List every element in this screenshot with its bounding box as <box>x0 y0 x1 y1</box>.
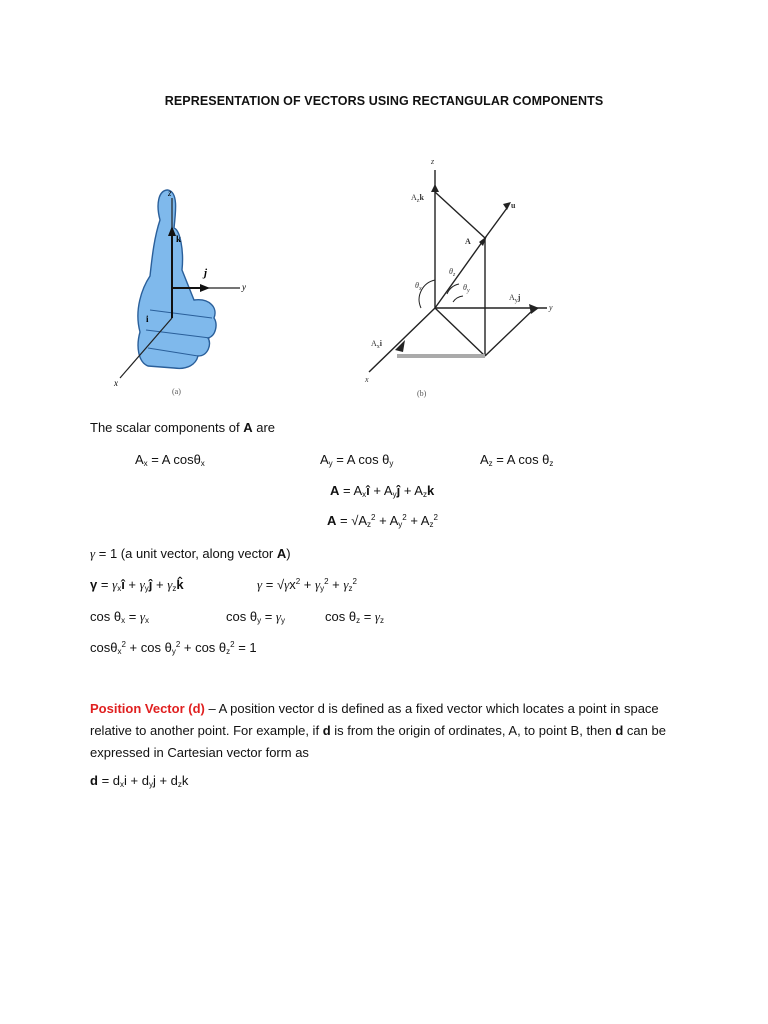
equation-ax: $A_x = A$ cosθ$_x$ <box>135 452 205 468</box>
fig-b-A-label: A <box>465 237 471 246</box>
axis-x-label: x <box>114 378 118 388</box>
fig-b-u-label: u <box>511 201 516 210</box>
equation-cos-sum: $\cos\theta_x^2 + \cos \theta_y^2 + \cos \theta_z^2 = 1$ <box>90 640 257 656</box>
fig-b-axis-y: y <box>549 303 553 312</box>
scalar-intro-text: The scalar components of <box>90 420 240 435</box>
unit-j-label: j <box>204 267 208 279</box>
hand-shape <box>138 190 216 368</box>
equation-cos-y: $\cos \theta_y = \gamma_y$ <box>226 609 286 625</box>
figure-a-caption: (a) <box>172 387 181 396</box>
fig-b-Ayj-label: $A_yj$ <box>509 293 521 304</box>
fig-b-axis-x: x <box>365 375 369 384</box>
fig-b-theta-x: $\theta_x$ <box>415 281 422 292</box>
equation-gamma-vector: $\gamma = \gamma_xî$ + $\gamma_yĵ$ + $\gamma_zk̂$ <box>90 577 184 593</box>
scalar-intro-suffix: are <box>256 420 276 435</box>
fig-b-Azk-label: $A_zk$ <box>411 193 424 204</box>
equation-vector-a: $A = A_xî$ + $A_yĵ + A_zk$ <box>330 483 435 499</box>
right-hand-rule-figure <box>100 150 250 400</box>
equation-gamma-magnitude: $\gamma = √\gamma x^2 + \gamma_y^2 + \gamma_z^2$ <box>257 577 357 593</box>
fig-b-theta-y: $\theta_y$ <box>463 283 470 294</box>
position-vector-heading: Position Vector (d) <box>90 701 205 716</box>
scalar-intro-vector: A <box>243 420 253 435</box>
vector-components-figure <box>355 150 565 400</box>
axis-y-label: y <box>242 282 246 292</box>
equation-cos-z: $\cos \theta_z = \gamma_z$ <box>325 609 385 625</box>
equation-ay: $A_y = A$ $\cos \theta_y$ <box>320 452 394 468</box>
fig-b-axis-z: z <box>431 157 435 166</box>
unit-i-label: i <box>146 314 149 324</box>
fig-b-theta-z: $\theta_z$ <box>449 267 456 278</box>
figure-b-caption: (b) <box>417 389 427 398</box>
equation-az: $A_z = A$ $\cos \theta_z$ <box>480 452 554 468</box>
page-title: REPRESENTATION OF VECTORS USING RECTANGULAR COMPONENTS <box>164 94 604 108</box>
position-vector-paragraph: Position Vector (d) – A position vector d is defined as a fixed vector which locates a point in space relative to another point. For example, if d is from the origin of ordinates, A, to point B, then d can be expressed in Cartesian vector form as <box>90 701 666 760</box>
equation-position-vector: $d = d_xi + d_yj + d_zk$ <box>90 773 189 789</box>
unit-vector-statement: γ = 1 (a unit vector, along vector A) <box>90 546 291 561</box>
axis-z-label: z <box>168 188 172 198</box>
fig-b-Axi-label: $A_xi$ <box>371 339 383 350</box>
equation-cos-x: $\cos \theta_x = \gamma_x$ <box>90 609 150 625</box>
unit-k-label: k <box>176 234 182 244</box>
equation-magnitude-a: $A = √A_z^2 + A_y^2 + A_z^2$ <box>327 513 438 529</box>
scalar-intro <box>90 420 275 436</box>
